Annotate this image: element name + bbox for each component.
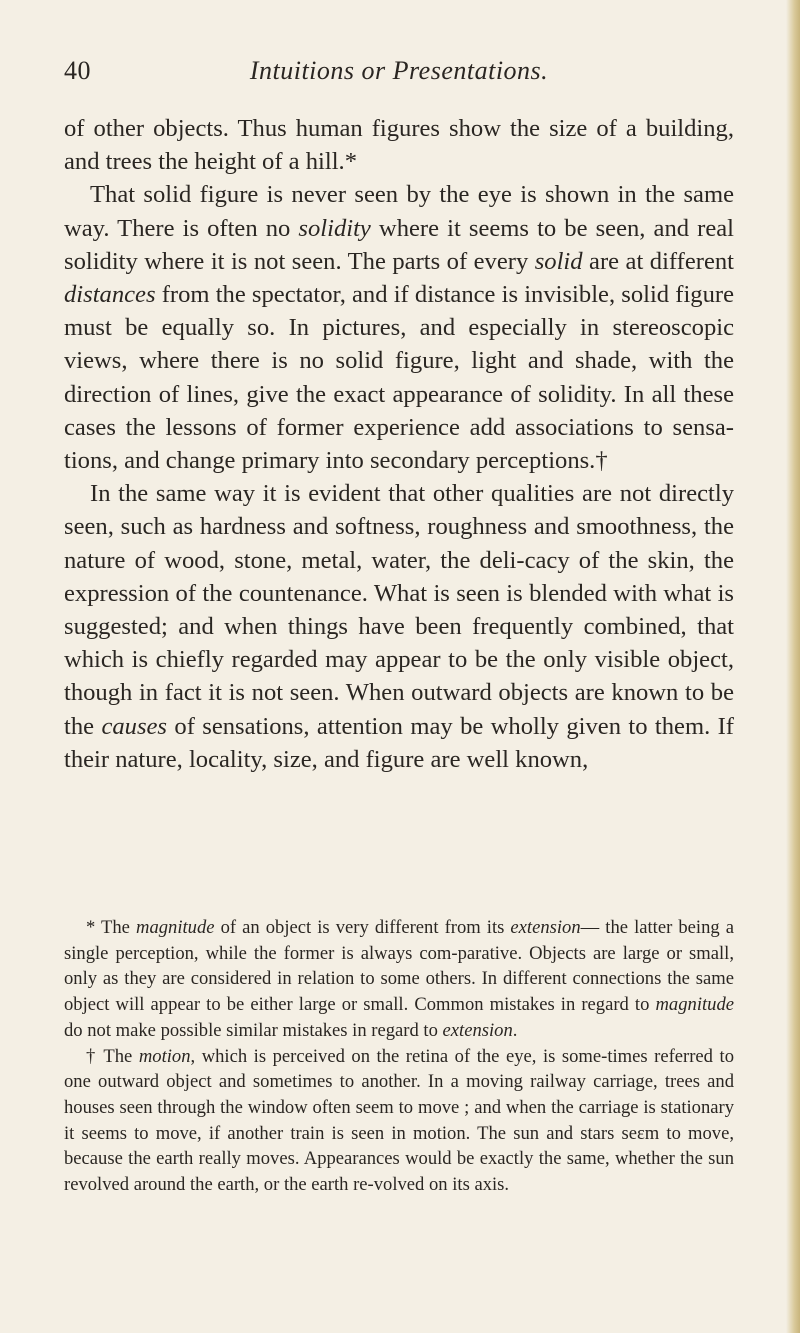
text-run: of an object is very different from its (214, 917, 511, 938)
text-run: That solid figure is never seen by the eye is shown in the same way. There is often no (64, 181, 734, 242)
italic-term: magnitude (655, 994, 734, 1016)
text-run: * The (86, 917, 137, 938)
italic-term: solidity (298, 214, 371, 242)
footnotes (64, 915, 734, 1198)
text-run: of other objects. Thus human figures show the size of a building, and trees the height of a hill.* (64, 115, 734, 176)
text-run: are at different (582, 247, 734, 275)
paragraph-2 (64, 178, 734, 477)
running-title: Intuitions or Presentations. (249, 56, 549, 85)
text-run: of sensations, attention may be wholly given to them. If their nature, locality, size, and figure are well known, (64, 712, 734, 773)
paragraph-1 (64, 112, 734, 178)
text-run: from the spectator, and if distance is invisible, solid figure must be equally so. In pictures, and especially in stereoscopic views, where there is no solid figure, light and shade, with the direction of lines, give the exact appearance of solidity. In all these cases the lessons of former experience add associations to sensa-tions, and change primary into secondary perceptions.† (64, 281, 734, 475)
main-text (64, 112, 734, 776)
text-run: † The (86, 1045, 139, 1067)
italic-term: causes (101, 712, 168, 740)
paragraph-3 (64, 477, 734, 776)
italic-term: motion (138, 1045, 191, 1067)
italic-term: solid (534, 247, 583, 275)
text-run: — the latter being a single perception, while the former is always com-parative. Objects are large or small, only as they are considered in relation to some others. In different connections the same object will appear to be either large or small. Common mistakes in regard to (64, 917, 734, 1016)
footnote-2 (64, 1044, 734, 1198)
text-run: . (512, 1019, 518, 1041)
text-run: where it seems to be seen, and real solidity where it is not seen. The parts of every (64, 214, 734, 275)
text-run: do not make possible similar mistakes in regard to (64, 1019, 443, 1041)
italic-term: distances (64, 281, 156, 309)
italic-term: extension (510, 917, 581, 938)
text-run: , which is perceived on the retina of the eye, is some-times referred to one outward object and sometimes to another. In a moving railway carriage, trees and houses seen through the window often seem to move ; and when the carriage is stationary it seems to move, if another train is seen in motion. The sun and stars seεm to move, because the earth really moves. Appearances would be exactly the same, whether the sun revolved around the earth, or the earth re-volved on its axis. (64, 1045, 734, 1196)
page-edge-shadow (786, 0, 800, 1333)
footnote-1 (64, 915, 734, 1044)
italic-term: extension (442, 1019, 513, 1041)
text-run: In the same way it is evident that other qualities are not directly seen, such as hardness and softness, roughness and smoothness, the nature of wood, stone, metal, water, the deli-cacy of the skin, the expression of the countenance. What is seen is blended with what is suggested; and when things have been frequently combined, that which is chiefly regarded may appear to be the only visible object, though in fact it is not seen. When outward objects are known to be the (64, 480, 734, 740)
italic-term: magnitude (136, 917, 215, 938)
page-number: 40 (64, 56, 91, 85)
page-header (64, 56, 734, 96)
